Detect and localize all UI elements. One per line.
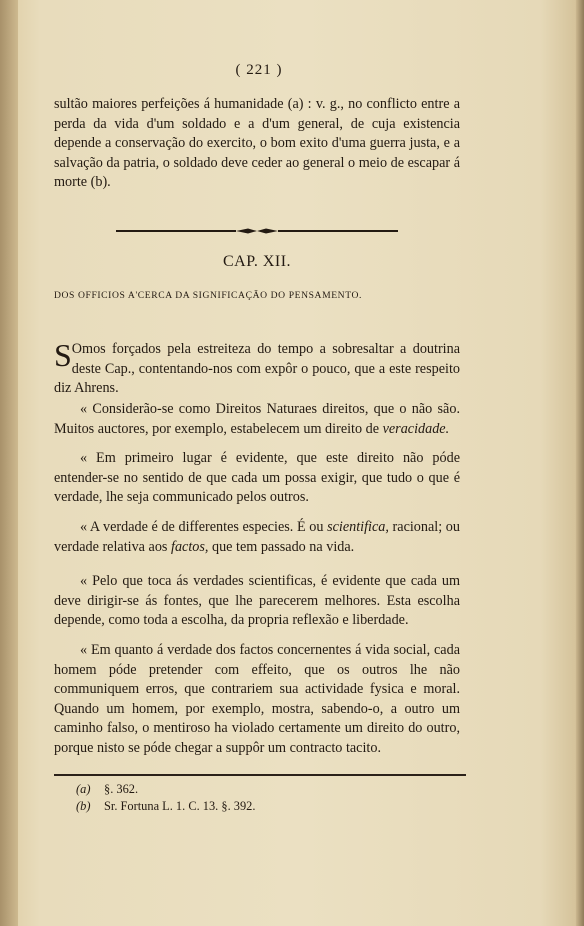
footnote-text: §. 362. — [104, 782, 139, 796]
paragraph-intro — [54, 337, 460, 399]
footnote-mark: (a) — [76, 782, 91, 796]
ornamental-rule — [116, 228, 398, 234]
paragraph-first-place: « Em primeiro lugar é evidente, que este direito não póde entender-se no sentido de que cada um possa exigir, que tudo o que é verdade, lhe seja communicado pelos outros. — [54, 450, 460, 506]
footnote — [76, 781, 456, 798]
paragraph-text: racional; ou verdade relativa aos — [54, 519, 460, 555]
page-number: ( 221 ) — [235, 62, 283, 78]
paragraph-social-facts: « Em quanto á verdade dos factos concernentes á vida social, cada homem póde pretender com effeito, que os outros lhe não communiquem erros, que contrariem sua actividade fysica e moral. Quando um homem, por exemplo, mostra, sabendo-o, a outro um caminho falso, o mentiroso ha violado certamente um direito do outro, porque nisto se póde chegar a suppôr um contracto tacito. — [54, 642, 460, 756]
paragraph-text: « Considerão-se como Direitos Naturaes direitos, que o não são. Muitos auctores, por exemplo, estabelecem um direito de — [54, 401, 460, 437]
footnotes — [76, 781, 456, 815]
drop-cap: S — [54, 337, 72, 373]
footnote-text: Sr. Fortuna L. 1. C. 13. §. 392. — [104, 799, 256, 813]
emphasis-text: veracidade. — [382, 420, 450, 437]
paragraph-veracidade — [54, 400, 460, 439]
footnote-rule — [54, 774, 466, 776]
continued-paragraph: sultão maiores perfeições á humanidade (a) : v. g., no conflicto entre a perda da vida d'um soldado e a d'um general, de cuja existencia depende a conservação do exercito, o bom exito d'uma guerra justa, e a salvação da patria, o soldado deve ceder ao general o meio de escapar á morte (b). — [54, 96, 460, 191]
emphasis-text: scientifica, — [327, 519, 389, 535]
paragraph-scientific-truths: « Pelo que toca ás verdades scientificas, é evidente que cada um deve dirigir-se ás fontes, que lhe parecerem melhores. Esta escolha depende, como toda a escolha, da propria reflexão e liberdade. — [54, 573, 460, 629]
book-spine — [0, 0, 18, 926]
chapter-subtitle: DOS OFFICIOS A'CERCA DA SIGNIFICAÇÃO DO PENSAMENTO. — [54, 290, 363, 301]
paragraph-text: que tem passado na vida. — [208, 538, 355, 555]
paragraph-kinds-of-truth — [54, 518, 460, 557]
emphasis-text: factos, — [171, 538, 209, 555]
footnote — [76, 798, 456, 815]
footnote-mark: (b) — [76, 799, 91, 813]
chapter-title: CAP. XII. — [222, 253, 292, 270]
paragraph-intro-text: Omos forçados pela estreiteza do tempo a sobresaltar a doutrina deste Cap., contentando-nos com expôr o pouco, que a este respeito diz Ahrens. — [54, 341, 460, 397]
page-edge — [576, 0, 584, 926]
paragraph-text: « A verdade é de differentes especies. É ou — [80, 519, 328, 535]
